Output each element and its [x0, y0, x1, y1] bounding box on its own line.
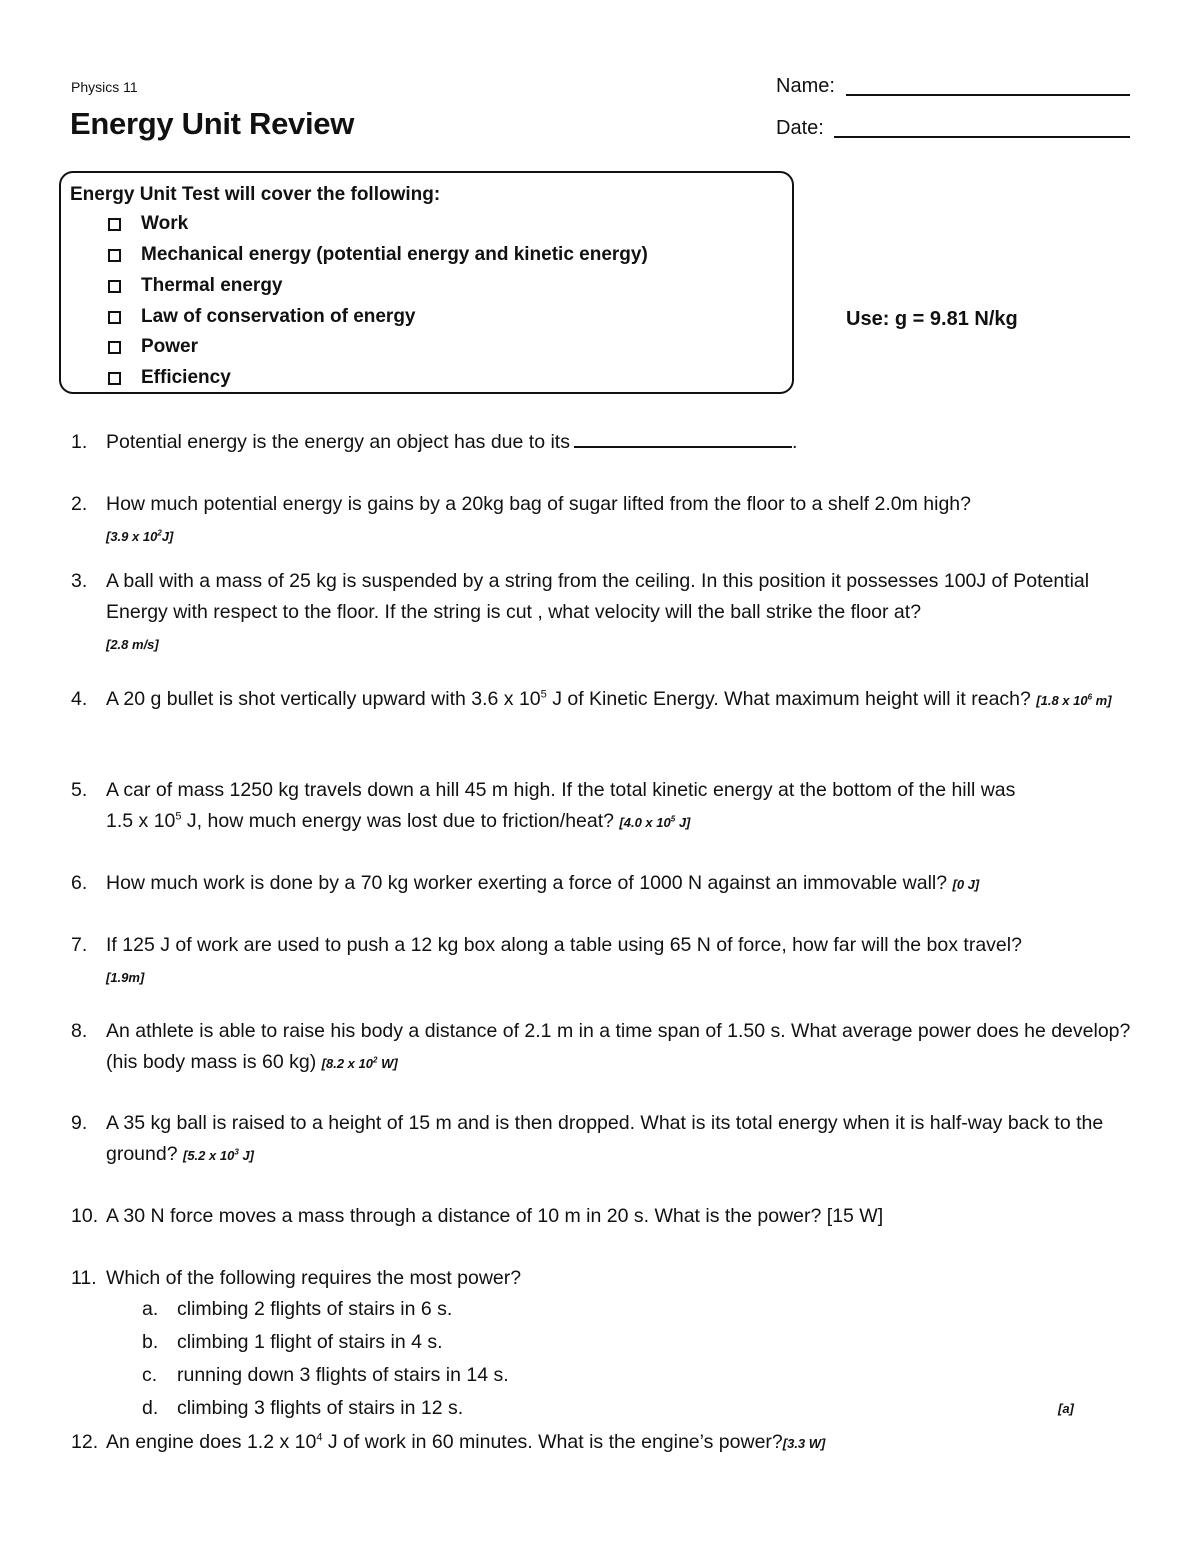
question-6 — [71, 868, 1131, 900]
topic-item — [108, 213, 188, 235]
question-number: 9. — [71, 1112, 88, 1134]
topic-label: Work — [141, 213, 189, 234]
question-7 — [71, 930, 1131, 993]
question-12 — [71, 1427, 1131, 1459]
question-text-cont: 1.5 x $10^5$ J, how much energy was lost due to friction/heat? — [106, 810, 614, 832]
question-9 — [71, 1108, 1131, 1171]
option-text: running down 3 flights of stairs in 14 s. — [177, 1364, 509, 1386]
checkbox-icon[interactable] — [108, 249, 121, 262]
answer-key: [3.3 W] — [782, 1436, 826, 1451]
topic-item — [108, 306, 416, 328]
topic-label: Thermal energy — [141, 275, 283, 296]
checkbox-icon[interactable] — [108, 218, 121, 231]
date-field-line[interactable] — [834, 136, 1130, 138]
answer-key: [2.8 m/s] — [106, 637, 159, 652]
question-number: 4. — [71, 688, 88, 710]
checkbox-icon[interactable] — [108, 372, 121, 385]
topic-label: Law of conservation of energy — [141, 306, 416, 327]
question-number: 3. — [71, 570, 88, 592]
answer-key: [3.9 x $10^2J$] — [106, 528, 174, 544]
answer-key: [8.2 x $10^2$ W] — [321, 1055, 398, 1071]
question-text: A car of mass 1250 kg travels down a hill 45 m high. If the total kinetic energy at the bottom of the hill was — [106, 779, 1016, 801]
question-number: 6. — [71, 872, 88, 894]
answer-key: [a] — [1058, 1401, 1074, 1416]
option-c — [142, 1360, 509, 1391]
topic-label: Efficiency — [141, 367, 231, 388]
coverage-heading: Energy Unit Test will cover the following: — [70, 184, 441, 205]
question-text: Potential energy is the energy an object has due to its — [106, 431, 570, 453]
topic-label: Mechanical energy (potential energy and kinetic energy) — [141, 244, 648, 265]
question-text: A 35 kg ball is raised to a height of 15 m and is then dropped. What is its total energy when it is half-way back to the ground? — [106, 1112, 1104, 1165]
option-letter: a. — [142, 1298, 159, 1320]
question-number: 2. — [71, 493, 88, 515]
question-text: Which of the following requires the most power? — [106, 1267, 522, 1289]
answer-blank[interactable] — [574, 430, 792, 448]
question-text: An athlete is able to raise his body a distance of 2.1 m in a time span of 1.50 s. What average power does he develop? (his body mass is 60 kg) — [106, 1020, 1131, 1073]
checkbox-icon[interactable] — [108, 280, 121, 293]
question-text: An engine does 1.2 x $10^4$ J of work in 60 minutes. What is the engine’s power? — [106, 1431, 783, 1453]
checkbox-icon[interactable] — [108, 341, 121, 354]
question-number: 1. — [71, 431, 88, 453]
topic-label: Power — [141, 336, 199, 357]
question-text: If 125 J of work are used to push a 12 kg box along a table using 65 N of force, how far will the box travel? — [106, 934, 1022, 956]
gravity-note: Use: g = 9.81 N/kg — [846, 308, 1018, 330]
question-text: A 30 N force moves a mass through a distance of 10 m in 20 s. What is the power? [15 W] — [106, 1205, 884, 1227]
checkbox-icon[interactable] — [108, 311, 121, 324]
option-text: climbing 2 flights of stairs in 6 s. — [177, 1298, 453, 1320]
date-label: Date: — [776, 117, 824, 139]
question-4 — [71, 684, 1131, 716]
answer-key: [1.8 x $10^6$ m] — [1036, 692, 1112, 708]
topic-item — [108, 244, 648, 266]
question-text: How much potential energy is gains by a 20kg bag of sugar lifted from the floor to a shelf 2.0m high? — [106, 493, 971, 515]
question-number: 8. — [71, 1020, 88, 1042]
question-text: A 20 g bullet is shot vertically upward with 3.6 x $10^5$ J of Kinetic Energy. What maximum height will it reach? — [106, 688, 1031, 710]
question-5 — [71, 775, 1131, 838]
answer-key: [1.9m] — [106, 970, 145, 985]
question-number: 5. — [71, 779, 88, 801]
answer-key: [5.2 x $10^3$ J] — [183, 1147, 254, 1163]
option-a — [142, 1294, 452, 1325]
option-b — [142, 1327, 443, 1358]
page-title: Energy Unit Review — [70, 106, 355, 141]
question-number: 10. — [71, 1205, 99, 1227]
question-1 — [71, 427, 1131, 458]
question-number: 7. — [71, 934, 88, 956]
question-number: 11. — [71, 1267, 97, 1289]
question-3 — [71, 566, 1131, 660]
option-letter: b. — [142, 1331, 159, 1353]
question-10 — [71, 1201, 1131, 1232]
question-text: A ball with a mass of 25 kg is suspended by a string from the ceiling. In this position it possesses 100J of Potential Energy with respect to the floor. If the string is cut , what velocity will the ball strike the floor at? — [106, 570, 1090, 623]
answer-key: [4.0 x $10^5$ J] — [619, 814, 691, 830]
topic-item — [108, 367, 231, 389]
question-number: 12. — [71, 1431, 99, 1453]
name-field-line[interactable] — [846, 94, 1130, 96]
topic-item — [108, 275, 283, 297]
name-label: Name: — [776, 75, 835, 97]
answer-key: [0 J] — [952, 877, 980, 892]
question-text: How much work is done by a 70 kg worker exerting a force of 1000 N against an immovable wall? — [106, 872, 948, 894]
topic-item — [108, 336, 198, 358]
option-text: climbing 3 flights of stairs in 12 s. — [177, 1397, 464, 1419]
option-d — [142, 1393, 463, 1424]
course-label: Physics 11 — [71, 79, 138, 95]
option-text: climbing 1 flight of stairs in 4 s. — [177, 1331, 443, 1353]
question-2 — [71, 489, 1131, 552]
option-letter: c. — [142, 1364, 158, 1386]
option-letter: d. — [142, 1397, 159, 1419]
question-11 — [71, 1263, 1131, 1294]
question-8 — [71, 1016, 1131, 1079]
question-tail: . — [791, 431, 798, 453]
